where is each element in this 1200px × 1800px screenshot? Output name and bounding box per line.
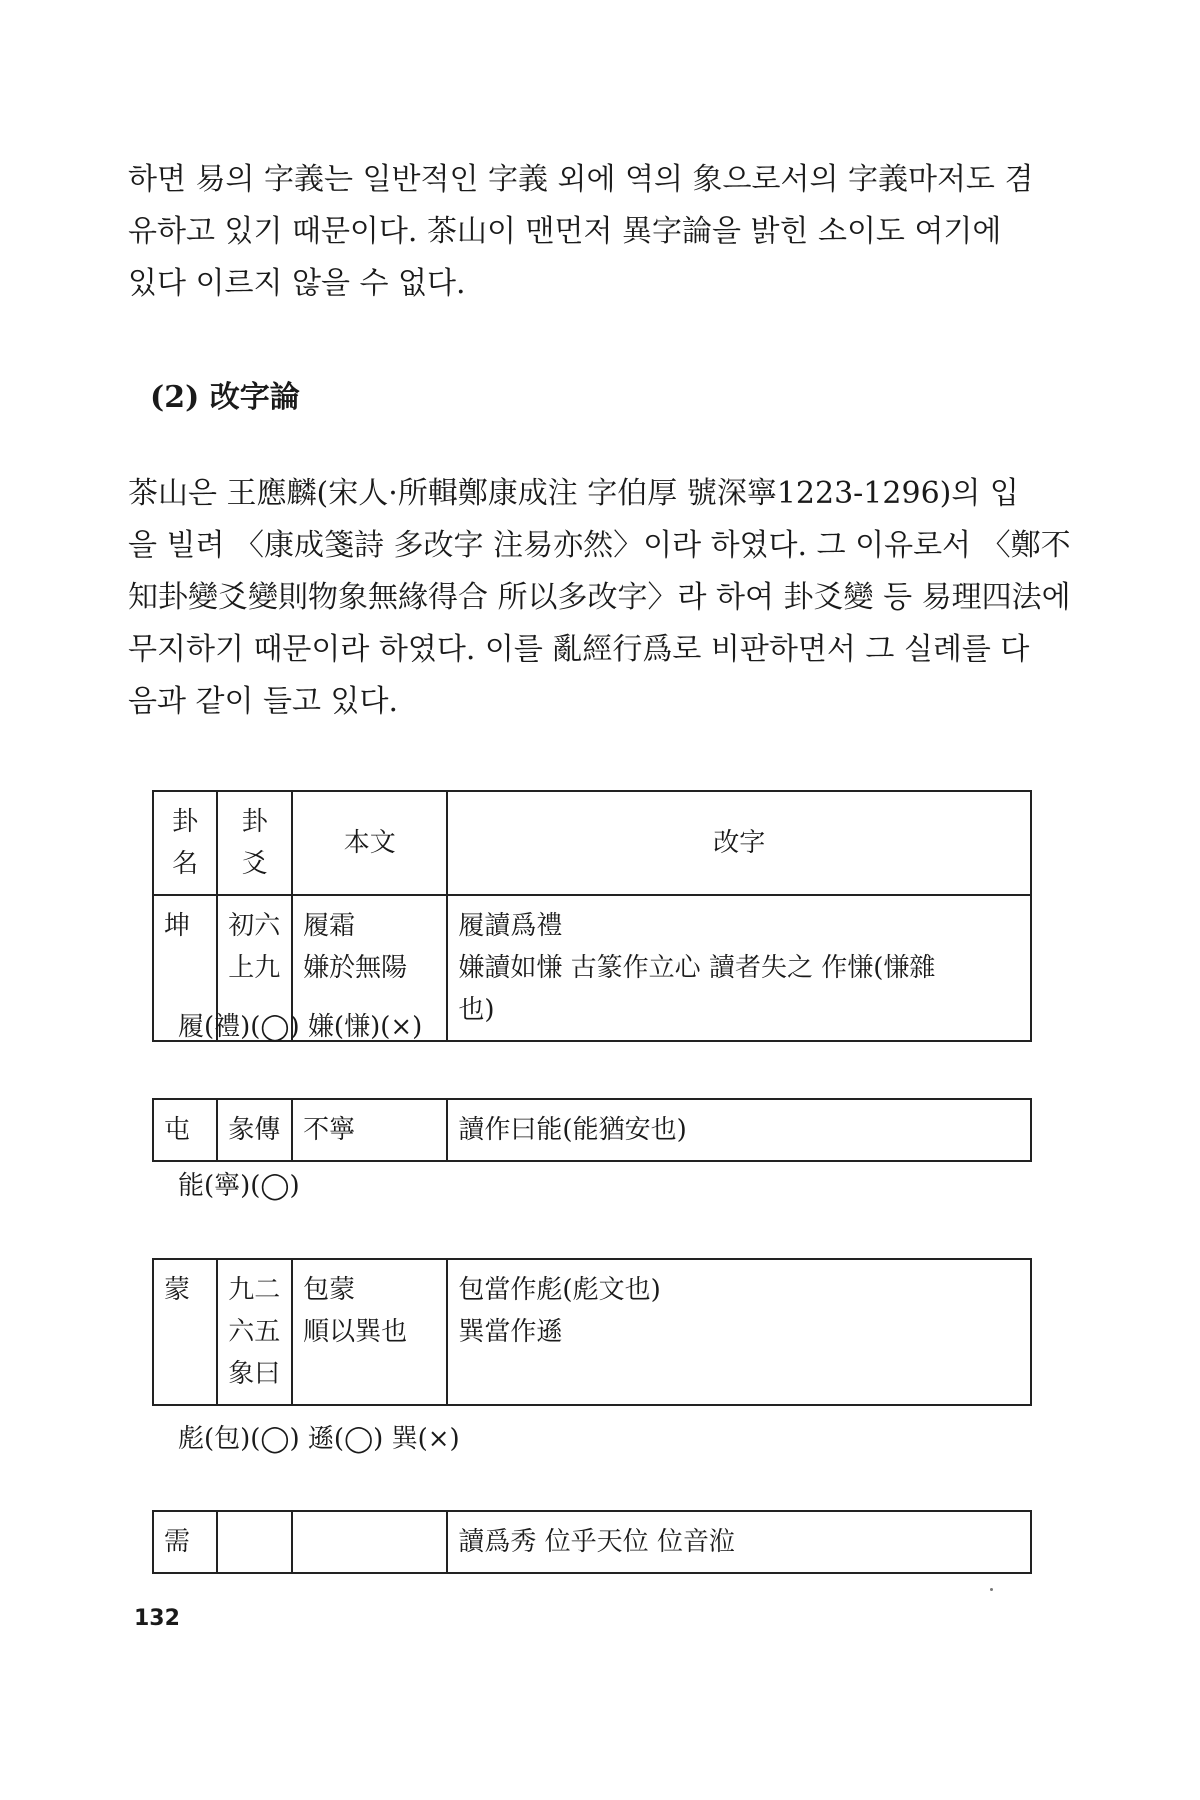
text-line: 履霜	[303, 911, 356, 941]
text-line: 을 빌려 〈康成箋詩 多改字 注易亦然〉이라 하였다. 그 이유로서 〈鄭不	[128, 528, 1071, 563]
changed-char-cell: 讀爲秀 位乎天位 位音涖	[447, 1511, 1031, 1573]
intro-paragraph	[128, 154, 1038, 310]
gua-name-cell: 需	[153, 1511, 217, 1573]
change-line: 也)	[458, 995, 495, 1025]
original-text-cell	[292, 1511, 447, 1573]
gua-name-cell: 坤	[153, 895, 217, 1041]
change-line: 嫌讀如慊 古篆作立心 讀者失之 作慊(慊雜	[458, 953, 936, 983]
change-line: 巽當作遜	[458, 1317, 563, 1347]
original-text-cell	[292, 1259, 447, 1405]
yao-cell	[217, 1259, 292, 1405]
table-row	[153, 1099, 1031, 1161]
text-line: 知卦變爻變則物象無緣得合 所以多改字〉라 하여 卦爻變 등 易理四法에	[128, 580, 1071, 615]
kun-verdict: 履(禮)(◯) 嫌(慊)(×)	[178, 1012, 423, 1042]
yao-line: 初六	[228, 911, 281, 941]
zhun-verdict: 能(寧)(◯)	[178, 1171, 300, 1201]
yao-line: 象曰	[228, 1359, 281, 1389]
text-line: 있다 이르지 않을 수 없다.	[128, 266, 466, 301]
yao-line: 上九	[228, 953, 281, 983]
original-text-cell: 不寧	[292, 1099, 447, 1161]
changed-char-cell	[447, 895, 1031, 1041]
header-changed-char: 改字	[447, 791, 1031, 895]
text-line: 包蒙	[303, 1275, 356, 1305]
gua-name-cell: 蒙	[153, 1259, 217, 1405]
change-line: 履讀爲禮	[458, 911, 563, 941]
header-gua-yao: 卦 爻	[217, 791, 292, 895]
yao-line: 六五	[228, 1317, 281, 1347]
meng-verdict: 彪(包)(◯) 遜(◯) 巽(×)	[178, 1424, 460, 1454]
yao-cell: 彖傳	[217, 1099, 292, 1161]
table-row	[153, 1511, 1031, 1573]
changed-char-cell	[447, 1259, 1031, 1405]
text-line: 음과 같이 들고 있다.	[128, 684, 398, 719]
text-line: 順以巽也	[303, 1317, 408, 1347]
text-line: 茶山은 王應麟(宋人·所輯鄭康成注 字伯厚 號深寧1223-1296)의 입	[128, 476, 1019, 511]
header-original-text: 本文	[292, 791, 447, 895]
kun-table	[152, 790, 1032, 1042]
change-line: 包當作彪(彪文也)	[458, 1275, 661, 1305]
changed-char-cell: 讀作曰能(能猶安也)	[447, 1099, 1031, 1161]
gua-name-cell: 屯	[153, 1099, 217, 1161]
text-line: 무지하기 때문이라 하였다. 이를 亂經行爲로 비판하면서 그 실례를 다	[128, 632, 1030, 667]
stray-mark	[990, 1588, 993, 1591]
text-line: 하면 易의 字義는 일반적인 字義 외에 역의 象으로서의 字義마저도 겸	[128, 162, 1034, 197]
text-line: 嫌於無陽	[303, 953, 408, 983]
page-number: 132	[134, 1606, 180, 1631]
table-header-row	[153, 791, 1031, 895]
header-gua-name: 卦名	[153, 791, 217, 895]
yao-cell	[217, 1511, 292, 1573]
meng-table	[152, 1258, 1032, 1406]
xu-table	[152, 1510, 1032, 1574]
yao-line: 九二	[228, 1275, 281, 1305]
table-row	[153, 1259, 1031, 1405]
text-line: 유하고 있기 때문이다. 茶山이 맨먼저 異字論을 밝힌 소이도 여기에	[128, 214, 1002, 249]
main-paragraph	[128, 468, 1071, 728]
section-heading: (2) 改字論	[150, 380, 300, 415]
zhun-table	[152, 1098, 1032, 1162]
